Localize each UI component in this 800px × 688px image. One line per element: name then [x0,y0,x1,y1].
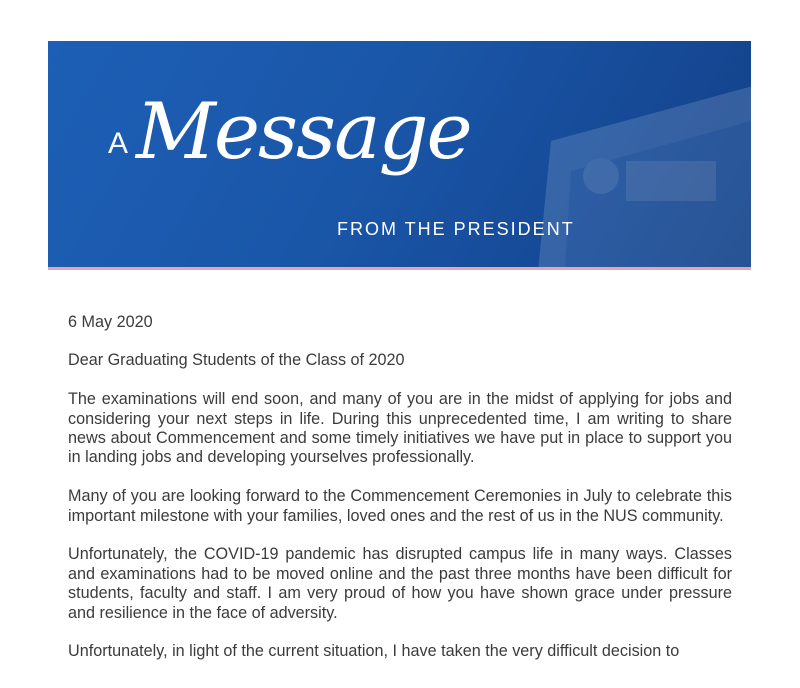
letter-date: 6 May 2020 [68,313,153,331]
letter-body [68,313,732,681]
letter-paragraph: Many of you are looking forward to the Commencement Ceremonies in July to celebrate this important milestone with your families, loved ones and the rest of us in the NUS community. [68,487,732,525]
letter-paragraph: Unfortunately, in light of the current situation, I have taken the very difficult decision to [68,642,680,661]
banner-a: A [108,127,130,160]
letter-paragraph: Unfortunately, the COVID-19 pandemic has disrupted campus life in many ways. Classes and examinations had to be moved online and the past three months have been difficult for students, faculty and staff. I am very proud of how you have shown grace under pressure and resilience in the face of adversity. [68,545,732,622]
letter-salutation: Dear Graduating Students of the Class of 2020 [68,351,405,370]
banner-stripe [48,267,751,270]
banner-message-title: Message [136,87,471,177]
bottom-fade [0,668,800,688]
header-banner [48,41,751,267]
letter-paragraph: The examinations will end soon, and many of you are in the midst of applying for jobs and considering your next steps in life. During this unprecedented time, I am writing to share news about Commencement and some timely initiatives we have put in place to support you in landing jobs and developing yourselves professionally. [68,390,732,467]
banner-subtitle: FROM THE PRESIDENT [337,219,575,239]
